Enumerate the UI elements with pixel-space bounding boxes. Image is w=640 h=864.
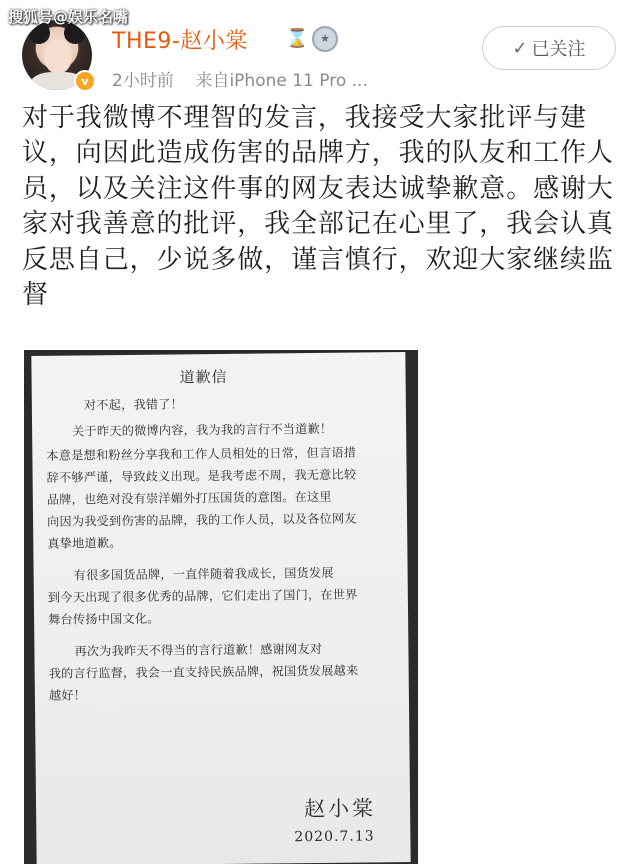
- medal-icon[interactable]: ★: [312, 26, 338, 52]
- follow-button[interactable]: [482, 26, 616, 70]
- watermark: 搜狐号@娱乐名嘴: [8, 8, 129, 26]
- post-meta: [112, 66, 368, 91]
- post-image[interactable]: [24, 350, 418, 864]
- username[interactable]: THE9-赵小棠: [112, 29, 248, 54]
- letter-line: 到今天出现了很多优秀的品牌，它们走出了国门，在世界: [47, 587, 358, 605]
- letter-line: 再次为我昨天不得当的言行道歉！感谢网友对: [74, 641, 323, 659]
- avatar-face: [44, 40, 72, 74]
- check-icon: ✓: [512, 37, 528, 59]
- follow-button-label: 已关注: [531, 39, 586, 60]
- hourglass-icon[interactable]: ⌛: [286, 28, 309, 49]
- letter-line: 越好！: [48, 688, 87, 703]
- letter-line: 关于昨天的微博内容，我为我的言行不当道歉！: [72, 421, 333, 439]
- letter-line: 本意是想和粉丝分享我和工作人员相处的日常，但言语措: [46, 445, 357, 463]
- letter-line: 向因为我受到伤害的品牌，我的工作人员，以及各位网友: [47, 511, 357, 529]
- letter-line: 辞不够严谨，导致歧义出现。是我考虑不周，我无意比较: [46, 467, 357, 485]
- letter-line: 真挚地道歉。: [47, 536, 122, 551]
- post-time: 2小时前: [112, 71, 174, 91]
- post-text: 对于我微博不理智的发言，我接受大家批评与建议，向因此造成伤害的品牌方，我的队友和工作人员，以及关注这件事的网友表达诚挚歉意。感谢大家对我善意的批评，我全部记在心里了，我会认真反思自己，少说多做，谨言慎行，欢迎大家继续监督: [22, 103, 614, 311]
- letter-date: 2020.7.13: [294, 828, 375, 846]
- verified-icon: v: [74, 70, 96, 92]
- letter-title: 道歉信: [179, 367, 228, 387]
- letter-line: 我的言行监督，我会一直支持民族品牌，祝国货发展越来: [48, 663, 359, 681]
- letter-line: 有很多国货品牌，一直伴随着我成长，国货发展: [73, 565, 334, 583]
- apology-letter: [31, 352, 410, 864]
- letter-signature: 赵小棠: [303, 796, 377, 822]
- letter-line: 对不起，我错了！: [83, 397, 184, 413]
- letter-line: 舞台传扬中国文化。: [48, 611, 160, 627]
- post-source: 来自iPhone 11 Pro ...: [195, 71, 368, 91]
- letter-line: 品牌，也绝对没有崇洋媚外打压国货的意图。在这里: [46, 489, 332, 507]
